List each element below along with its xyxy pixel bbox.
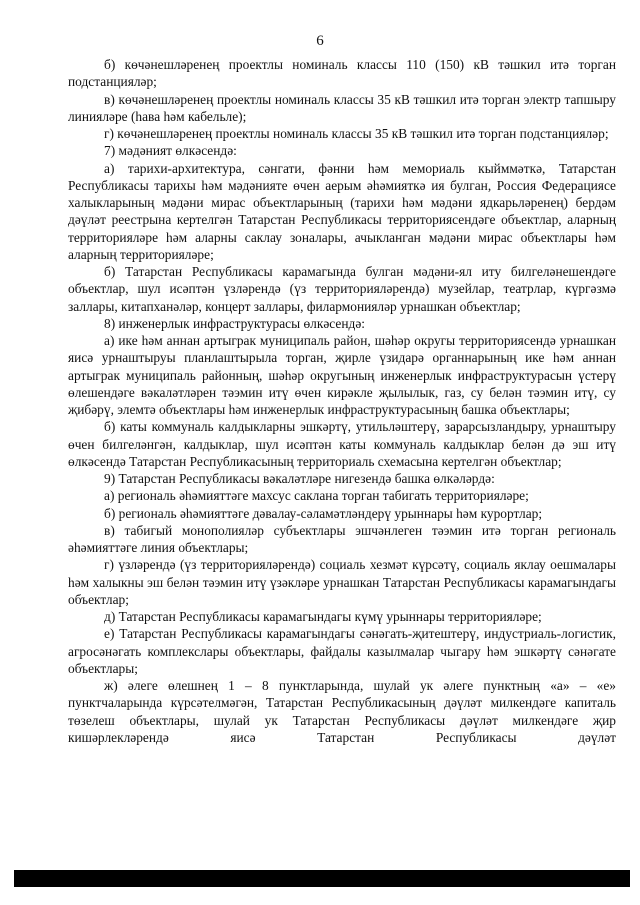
paragraph-9a-protected-areas: а) региональ әһәмияттәге махсус саклана торган табигать территорияләре; [104,488,529,504]
scan-border-bar [14,870,630,887]
paragraph-1v-35kv-lines: в) көчәнешләренең проектлы номиналь классы 35 кВ тәшкил итә торган электр тапшыру линияләре (һава һәм кабельле); [68,91,616,124]
paragraph-9b-resorts: б) региональ әһәмияттәге дәвалау-сәламәтләндерү урыннары һәм курортлар; [104,505,543,521]
paragraph-8b-waste-facilities: б) каты коммуналь калдыкларны эшкәртү, утильләштерү, зарарсызландыру, урнаштыру өчен билгеләнгән, калдыклар, шул исәптән каты коммуналь калдыклар белән дә эш итү өлкәсендә Татарстан Республикасының территориаль схемасына кертелгән объектлар; [68,419,616,469]
paragraph-9g-social-services: г) үзләрендә (үз территорияләрендә) социаль хезмәт күрсәтү, социаль яклау оешмалары һәм халыкны эш белән тәэмин итү үзәкләре урнашкан Татарстан Республикасы карамагындагы объектлар; [68,557,616,607]
section-heading-engineering: 8) инженерлык инфраструктурасы өлкәсендә: [104,315,365,331]
page-number: 6 [316,33,324,49]
paragraph-9v-linear-objects: в) табигый монополияләр субъектлары эшчәнлеген тәэмин итә торган региональ әһәмияттәге линия объектлары; [68,522,616,555]
paragraph-9zh-capital-construction: ж) әлеге өлешнең 1 – 8 пунктларында, шулай ук әлеге пунктның «а» – «е» пунктчаларында күрсәтелмәгән, Татарстан Республикасының дәүләт милкендәге капиталь төзелеш объектлары, шулай ук Татарстан Республикасы дәүләт милкендәге җир кишәрлекләрендә яисә Татарстан Республикасы дәүләт [68,678,616,745]
paragraph-9d-burial-sites: д) Татарстан Республикасы карамагындагы күмү урыннары территорияләре; [104,609,542,624]
section-heading-other-areas: 9) Татарстан Республикасы вәкаләтләре нигезендә башка өлкәләрдә: [104,471,495,486]
section-heading-culture: 7) мәдәният өлкәсендә: [104,143,237,159]
paragraph-7b-cultural-facilities: б) Татарстан Республикасы карамагында булган мәдәни-ял иту билгеләнешендәге объектлар, шул исәптән үзләрендә (үз территорияләрендә) музейлар, театрлар, күргәзмә заллары, китапханәләр, концерт заллары, филармонияләр урнашкан объектлар; [68,264,616,314]
document-body [68,56,616,746]
paragraph-1b-110kv-substations: б) көчәнешләренең проектлы номиналь классы 110 (150) кВ тәшкил итә торган подстанцияләр; [68,57,616,90]
paragraph-9e-industrial-objects: е) Татарстан Республикасы карамагындагы сәнәгать-җитештерү, индустриаль-логистик, агросәнәгать комплекслары объектлары, файдалы казылмалар чыгару һәм эшкәртү сәнәгате объектлары; [68,626,616,676]
paragraph-7a-heritage-objects: а) тарихи-архитектура, сәнгати, фәнни һәм мемориаль кыйммәткә, Татарстан Республикасы тарихы һәм мәдәнияте өчен аерым әһәмияткә ия булган, Россия Федерациясе халыкларының мәдәни мирас объектларының (тарихи һәм мәдәни ядкарьләренең) бердәм дәүләт реестрына кертелгән Татарстан Республикасы территориясендәге объектлар, аларның территорияләре һәм аларны саклау зоналары, ачыкланган мәдәни мирас объектлары һәм аларның территорияләре; [68,160,616,262]
paragraph-1g-35kv-substations: г) көчәнешләренең проектлы номиналь классы 35 кВ тәшкил итә торган подстанцияләр; [104,126,609,141]
paragraph-8a-utilities: а) ике һәм аннан артыграк муниципаль район, шәһәр округы территориясендә урнашкан яисә урнаштыруы планлаштырыла торган, җирле үзидарә органнарының ике һәм аннан артыграк муниципаль районның, шәһәр округының инженерлык инфраструктурасын үстерү өлешендәге вәкаләтләрен тәэмин итү өчен кирәкле җылылык, газ, су белән тәэмин итү, су җибәрү, элемтә объектлары һәм инженерлык инфраструктурасының башка объектлары; [68,333,616,417]
